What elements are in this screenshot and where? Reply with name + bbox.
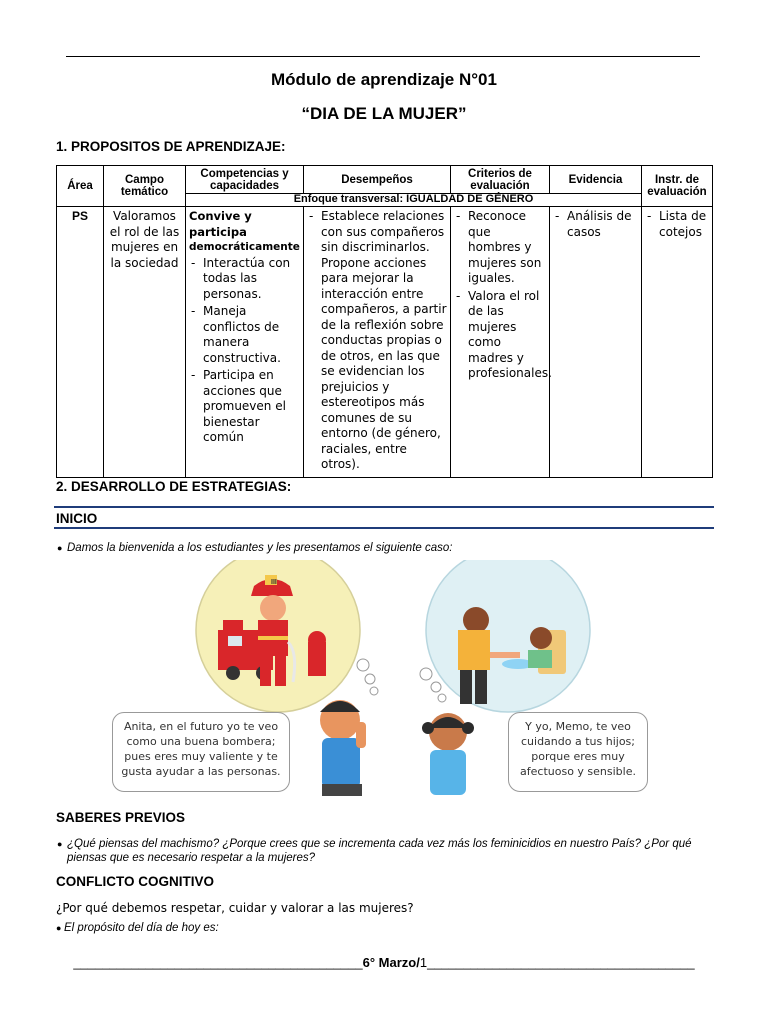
header-campo: Campo temático [104,166,186,207]
bullet-icon: ● [56,923,62,933]
header-competencias: Competencias y capacidades [186,166,304,194]
inicio-text: Damos la bienvenida a los estudiantes y les presentamos el siguiente caso: [67,542,453,554]
cell-campo: Valoramos el rol de las mujeres en la sociedad [104,207,186,478]
cell-desempenos [304,207,451,478]
conflicto-heading: CONFLICTO COGNITIVO [56,874,214,889]
header-desempenos: Desempeños [304,166,451,194]
footer-date: 6° Marzo/ [362,955,420,970]
speech-bubble-right: Y yo, Memo, te veo cuidando a tus hijos; porque eres muy afectuoso y sensible. [508,712,648,792]
saberes-heading: SABERES PREVIOS [56,810,186,825]
page-footer [0,955,768,970]
proposito-bullet [56,921,704,935]
bullet-icon: ● [57,543,63,553]
proposito-text: El propósito del día de hoy es: [64,922,219,934]
inicio-bar [54,506,714,529]
boy-figure [320,700,366,796]
purposes-table [56,165,713,478]
page-number: 1 [419,955,428,970]
header-criterios: Criterios de evaluación [451,166,550,194]
conflicto-question: ¿Por qué debemos respetar, cuidar y valorar a las mujeres? [56,901,414,915]
footer-left-line: ________________________________________ [73,955,363,970]
speech-bubble-left: Anita, en el futuro yo te veo como una buena bombera; pues eres muy valiente y te gusta ayudar a las personas. [112,712,290,792]
inicio-bullet [57,541,707,555]
document-subtitle: “DIA DE LA MUJER” [301,104,467,123]
girl-figure [422,713,474,795]
document-title: Módulo de aprendizaje N°01 [271,70,497,89]
competencia-title: Convive y participa [189,209,252,239]
competencia-item: - Maneja conflictos de manera constructiva. [189,304,300,366]
competencia-item: - Interactúa con todas las personas. [189,256,300,303]
footer-right-line: _____________________________________ [427,955,695,970]
section-1-heading: 1. PROPOSITOS DE APRENDIZAJE: [56,139,286,154]
saberes-text: ¿Qué piensas del machismo? ¿Porque crees que se incrementa cada vez más los feminicidios en nuestro País? ¿Por qué piensas que es necesario respetar a la mujeres? [67,838,692,864]
saberes-bullet [57,837,707,865]
top-rule [66,56,700,57]
header-area: Área [57,166,104,207]
cell-evidencia [550,207,642,478]
caregiver-scene [426,560,590,712]
firefighter-scene [196,560,360,712]
cell-area: PS [57,207,104,478]
section-2-heading: 2. DESARROLLO DE ESTRATEGIAS: [56,479,292,494]
header-evidencia: Evidencia [550,166,642,194]
header-instr: Instr. de evaluación [642,166,713,207]
instr-item: - Lista de cotejos [645,209,709,240]
helmet-badge: III [271,579,277,586]
evidencia-item: - Análisis de casos [553,209,638,240]
cell-instr [642,207,713,478]
cell-criterios [451,207,550,478]
transversal-approach: Enfoque transversal: IGUALDAD DE GÉNERO [186,194,642,207]
criterio-item: - Valora el rol de las mujeres como madres y profesionales. [454,289,546,382]
competencia-item: - Participa en acciones que promueven el bienestar común [189,368,300,446]
criterio-item: - Reconoce que hombres y mujeres son iguales. [454,209,546,287]
cell-competencias [186,207,304,478]
competencia-title-2: democráticamente [189,241,300,253]
inicio-label: INICIO [56,511,98,526]
bullet-icon: ● [57,839,63,849]
desempeno-item: - Establece relaciones con sus compañeros sin discriminarlos. Propone acciones para mejorar la interacción entre compañeros, a partir de la reflexión sobre conductas propias o de otros, en las que se evidencian los prejuicios y estereotipos más comunes de su entorno (de género, raciales, entre otros). [307,209,447,473]
thought-bubbles [357,659,446,702]
